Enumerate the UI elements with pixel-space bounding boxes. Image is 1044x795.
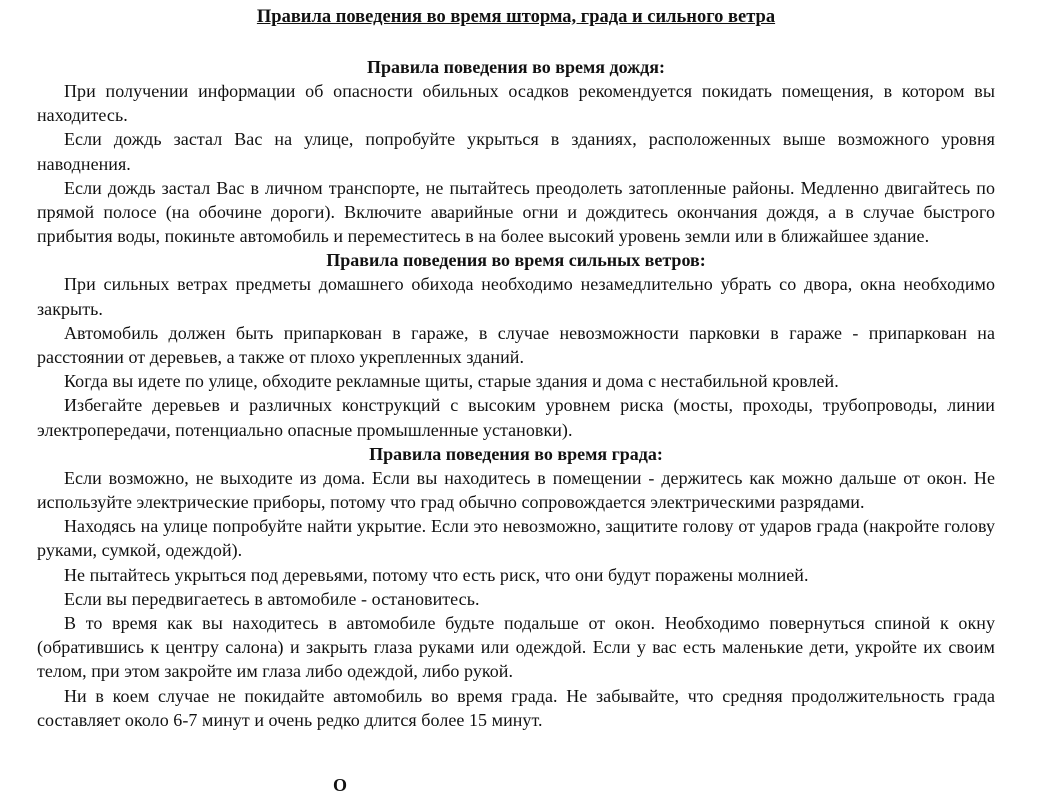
paragraph: Если вы передвигаетесь в автомобиле - остановитесь.	[64, 588, 480, 609]
document-page	[37, 6, 995, 732]
paragraph: Избегайте деревьев и различных конструкций с высоким уровнем риска (мосты, проходы, трубопроводы, линии электропередачи, потенциально опасные промышленные установки).	[37, 395, 995, 440]
section-heading-wind: Правила поведения во время сильных ветров:	[326, 250, 706, 271]
page-title: Правила поведения во время шторма, града и сильного ветра	[256, 7, 776, 27]
paragraph: Если возможно, не выходите из дома. Если вы находитесь в помещении - держитесь как можно дальше от окон. Не используйте электрические приборы, потому что град обычно сопровождается электрическими разрядами.	[37, 467, 995, 513]
cutoff-heading-fragment: О	[333, 775, 348, 795]
paragraph: При сильных ветрах предметы домашнего обихода необходимо незамедлительно убрать со двора, окна необходимо закрыть.	[37, 274, 995, 319]
paragraph: Если дождь застал Вас в личном транспорте, не пытайтесь преодолеть затопленные районы. Медленно двигайтесь по прямой полосе (на обочине дороги). Включите аварийные огни и дождитесь окончания дождя, а в случае быстрого прибытия воды, покиньте автомобиль и переместитесь в на более высокий уровень земли или в ближайшее здание.	[37, 177, 995, 247]
paragraph: Когда вы идете по улице, обходите рекламные щиты, старые здания и дома с нестабильной кровлей.	[64, 371, 839, 392]
paragraph: Автомобиль должен быть припаркован в гараже, в случае невозможности парковки в гараже - припаркован на расстоянии от деревьев, а также от плохо укрепленных зданий.	[37, 322, 995, 368]
paragraph: Ни в коем случае не покидайте автомобиль во время града. Не забывайте, что средняя продолжительность града составляет около 6-7 минут и очень редко длится более 15 минут.	[37, 685, 995, 730]
paragraph: В то время как вы находитесь в автомобиле будьте подальше от окон. Необходимо повернуться спиной к окну (обратившись к центру салона) и закрыть глаза руками или одеждой. Если у вас есть маленькие дети, укройте их своим телом, при этом закройте им глаза либо одеждой, либо рукой.	[37, 613, 995, 682]
section-heading-hail: Правила поведения во время града:	[369, 443, 663, 464]
paragraph: Если дождь застал Вас на улице, попробуйте укрыться в зданиях, расположенных выше возможного уровня наводнения.	[37, 129, 995, 174]
paragraph: Находясь на улице попробуйте найти укрытие. Если это невозможно, защитите голову от ударов града (накройте голову руками, сумкой, одеждой).	[37, 516, 995, 561]
paragraph: При получении информации об опасности обильных осадков рекомендуется покидать помещения, в котором вы находитесь.	[37, 81, 995, 126]
section-heading-rain: Правила поведения во время дождя:	[366, 57, 666, 77]
paragraph: Не пытайтесь укрыться под деревьями, потому что есть риск, что они будут поражены молнией.	[64, 564, 809, 585]
